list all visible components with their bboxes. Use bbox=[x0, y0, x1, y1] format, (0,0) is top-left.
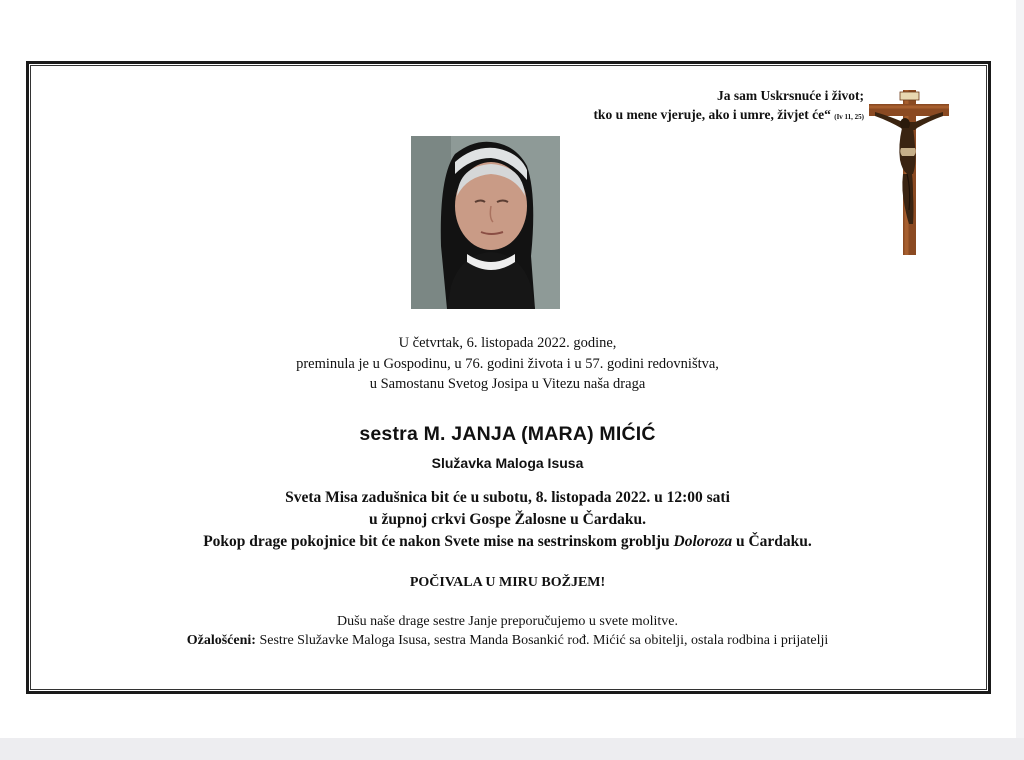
quote-line-2: tko u mene vjeruje, ako i umre, živjet će“ (Iv 11, 25) bbox=[593, 107, 864, 122]
quote-reference: (Iv 11, 25) bbox=[834, 113, 864, 121]
crucifix-icon bbox=[869, 90, 949, 255]
deceased-name: sestra M. JANJA (MARA) MIĆIĆ bbox=[359, 423, 656, 445]
mass-line-1: Sveta Misa zadušnica bit će u subotu, 8. listopada 2022. u 12:00 sati bbox=[285, 489, 730, 506]
bible-quote bbox=[593, 86, 864, 127]
intro-line-2: preminula je u Gospodinu, u 76. godini života i u 57. godini redovništva, bbox=[296, 355, 719, 372]
quote-line-1: Ja sam Uskrsnuće i život; bbox=[717, 88, 864, 103]
mass-line-3: Pokop drage pokojnice bit će nakon Svete mise na sestrinskom groblju Doloroza u Čardaku. bbox=[203, 533, 812, 550]
funeral-details bbox=[30, 487, 985, 553]
death-announcement bbox=[30, 333, 985, 395]
mourners-label: Ožalošćeni: bbox=[186, 633, 256, 648]
closing-text bbox=[30, 612, 985, 650]
portrait-photo bbox=[411, 136, 560, 309]
cemetery-name: Doloroza bbox=[673, 533, 733, 550]
mourners-list: Sestre Služavke Maloga Isusa, sestra Manda Bosankić rođ. Mićić sa obitelji, ostala rodbina i prijatelji bbox=[255, 633, 829, 648]
religious-order: Služavka Maloga Isusa bbox=[431, 455, 584, 471]
intro-line-1: U četvrtak, 6. listopada 2022. godine, bbox=[398, 335, 617, 351]
rest-in-peace: POČIVALA U MIRU BOŽJEM! bbox=[409, 575, 606, 590]
mass-line-2: u župnoj crkvi Gospe Žalosne u Čardaku. bbox=[369, 511, 646, 528]
prayer-line: Dušu naše drage sestre Janje preporučujemo u svete molitve. bbox=[337, 614, 678, 629]
page-right-margin bbox=[1016, 0, 1024, 738]
intro-line-3: u Samostanu Svetog Josipa u Vitezu naša draga bbox=[369, 376, 646, 392]
page-bottom-margin bbox=[0, 738, 1024, 760]
mourners-line bbox=[30, 631, 985, 650]
